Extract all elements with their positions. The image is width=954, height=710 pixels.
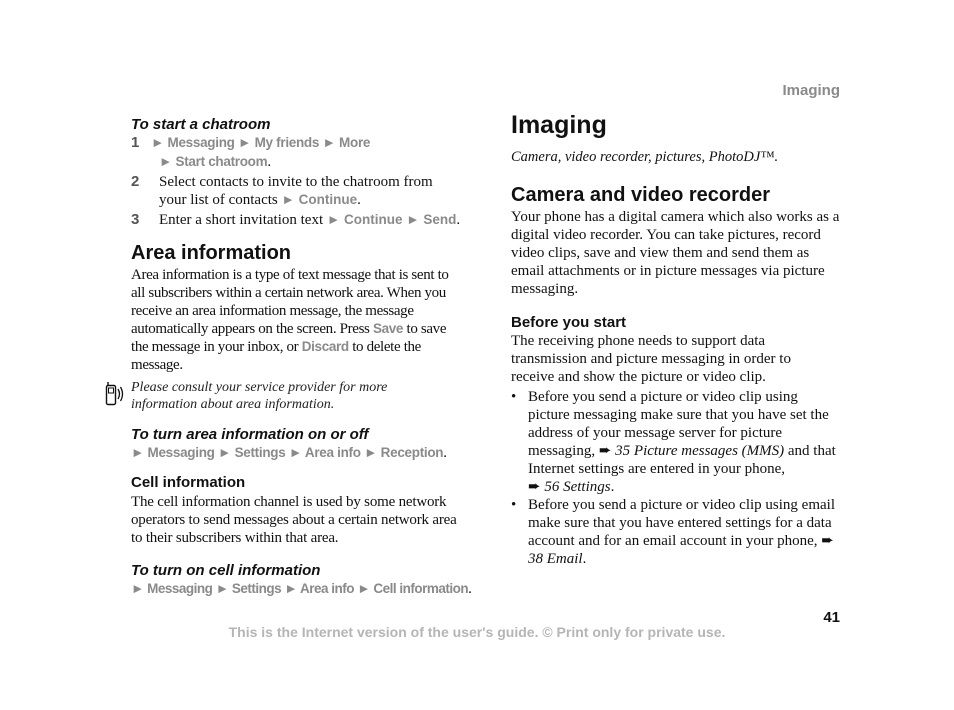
punct: . [267,154,272,170]
page-number: 41 [823,609,840,626]
nav-area-info: Area info [299,581,354,596]
chatroom-steps [131,134,461,229]
area-information-text [131,266,459,374]
nav-settings: Settings [234,445,286,460]
punct: . [456,212,461,228]
step-2 [131,173,461,209]
nav-arrow-icon: ► [159,154,173,169]
step-text: Select contacts to invite to the chatroom from your list of contacts [159,174,433,208]
cmd-send: Send [423,212,457,227]
nav-arrow-icon: ► [151,135,165,150]
cmd-discard: Discard [301,339,349,354]
nav-arrow-icon: ► [322,135,336,150]
note-phone-icon [103,381,125,407]
punct: . [443,445,447,461]
bullet-text: Before you send a picture or video clip using email make sure that you have entered settings for a data account and for an email account in your phone, [528,497,835,549]
cell-information-text: The cell information channel is used by some network operators to send messages about a certain network area to their subscribers within that area. [131,494,457,546]
punct: . [468,581,472,597]
nav-my-friends: My friends [254,135,320,150]
nav-arrow-icon: ► [218,445,232,460]
step-number: 2 [131,173,140,190]
cmd-save: Save [372,321,404,336]
nav-arrow-icon: ► [131,445,145,460]
nav-arrow-icon: ► [131,581,144,596]
ref-settings: 56 Settings [544,479,611,495]
nav-more: More [339,135,371,150]
step-1 [131,134,461,171]
before-heading: Before you start [511,314,627,331]
nav-path [131,581,468,596]
nav-settings: Settings [231,581,282,596]
step-number: 3 [131,211,140,228]
nav-messaging: Messaging [147,581,213,596]
turn-area-nav [131,444,471,462]
camera-heading: Camera and video recorder [511,184,770,206]
list-item: • Before you send a picture or video clip using email make sure that you have entered settings for a data account and for an email account in your phone, ➨ 38 Email. [511,496,841,568]
punct: . [357,192,361,208]
nav-arrow-icon: ► [238,135,252,150]
before-text: The receiving phone needs to support data transmission and picture messaging in order to receive and show the picture or video clip. [511,333,791,385]
ref-arrow-icon: ➨ [528,479,541,495]
camera-text: Your phone has a digital camera which also works as a digital video recorder. You can take pictures, record video clips, save and view them and send them as email attachments or in picture messages via picture messaging. [511,209,840,297]
cmd-continue: Continue [344,212,403,227]
running-header: Imaging [782,82,840,99]
cmd-continue: Continue [298,192,358,207]
turn-cell-heading: To turn on cell information [131,562,321,579]
step-3 [131,211,461,229]
nav-arrow-icon: ► [281,192,295,207]
nav-cell-information: Cell information [373,581,469,596]
ref-arrow-icon: ➨ [598,443,612,459]
ref-email: 38 Email [528,551,583,567]
nav-arrow-icon: ► [284,581,298,596]
area-p2: to save the message in your inbox, or [131,321,447,355]
nav-path [159,154,267,169]
before-list [511,388,841,568]
nav-messaging: Messaging [147,445,215,460]
page-subtitle: Camera, video recorder, pictures, PhotoDJ™. [511,149,779,165]
turn-cell-nav [131,580,476,598]
cell-information-heading: Cell information [131,474,246,491]
turn-area-heading: To turn area information on or off [131,426,369,443]
nav-arrow-icon: ► [215,581,229,596]
nav-arrow-icon: ► [364,445,378,460]
area-p3: to delete the message. [131,339,421,373]
nav-reception: Reception [380,445,444,460]
bullet-text: Before you send a picture or video clip using picture messaging make sure that you have set the address of your message server for picture messaging, [528,389,829,459]
nav-arrow-icon: ► [357,581,371,596]
list-item: • Before you send a picture or video clip using picture messaging make sure that you have set the address of your message server for picture messaging, ➨ 35 Picture messages (MMS) and that Internet settings are entered in your phone, ➨ 56 Settings. [511,388,841,496]
nav-start-chatroom: Start chatroom [175,154,268,169]
ref-mms: 35 Picture messages (MMS) [615,443,785,459]
bullet-text: and that Internet settings are entered in your phone, [528,443,836,477]
ref-arrow-icon: ➨ [821,533,834,549]
nav-area-info: Area info [304,445,361,460]
step-text: Enter a short invitation text [159,212,324,228]
page-title: Imaging [511,111,607,139]
step-number: 1 [131,134,140,151]
area-p1: Area information is a type of text message that is sent to all subscribers within a certain network area. When you receive an area information message, the message automatically appears on the screen. Press [131,267,449,337]
note-text: Please consult your service provider for more information about area information. [131,380,388,412]
chatroom-heading: To start a chatroom [131,116,271,133]
nav-messaging: Messaging [167,135,235,150]
footer-notice: This is the Internet version of the user's guide. © Print only for private use. [228,624,726,640]
nav-path [131,445,443,460]
nav-arrow-icon: ► [406,212,420,227]
area-information-heading: Area information [131,242,292,264]
nav-arrow-icon: ► [326,212,341,227]
nav-path [151,135,370,150]
nav-arrow-icon: ► [288,445,302,460]
